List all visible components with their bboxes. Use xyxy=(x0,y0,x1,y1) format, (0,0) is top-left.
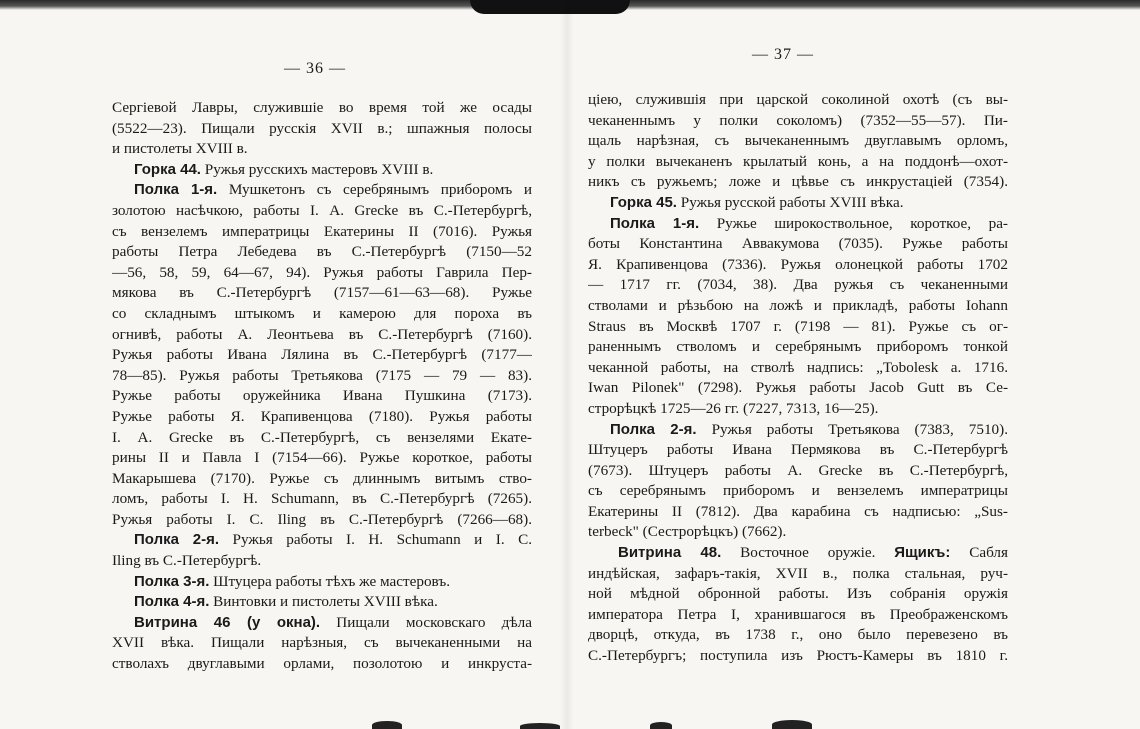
text-line xyxy=(112,201,532,222)
text-line xyxy=(588,646,1008,667)
text-line xyxy=(112,386,532,407)
section-heading: Полка 1-я. xyxy=(134,181,218,199)
text-line xyxy=(588,317,1008,338)
text-line xyxy=(112,304,532,325)
text-line xyxy=(112,428,532,449)
body-text: никъ съ ружьемъ; ложе и цѣвье съ инкрустаціей (7354). xyxy=(588,173,1008,191)
body-text: щаль нарѣзная, съ вычеканеннымъ двуглавымъ орломъ, xyxy=(588,132,1008,150)
body-text: (7673). Штуцеръ работы А. Grecke въ С.-Петербургѣ, xyxy=(588,461,1008,479)
text-line xyxy=(588,255,1008,276)
body-text: стволахъ двуглавыми орлами, позолотою и инкруста- xyxy=(112,655,532,673)
body-text: С.-Петербургъ; поступила изъ Рюстъ-Камеры въ 1810 г. xyxy=(588,647,1008,665)
text-line xyxy=(112,139,532,160)
text-line xyxy=(588,111,1008,132)
text-line xyxy=(112,119,532,140)
text-line xyxy=(112,530,532,551)
body-text: Straus въ Москвѣ 1707 г. (7198 — 81). Ружье съ ог- xyxy=(588,317,1008,335)
body-text: чеканеннымъ у полки соколомъ) (7352—55—57). Пи- xyxy=(588,111,1008,129)
text-line xyxy=(588,275,1008,296)
body-text: со складнымъ штыкомъ и камерою для пороха въ xyxy=(112,304,532,322)
text-line xyxy=(112,551,532,572)
section-heading: Витрина 46 (у окна). xyxy=(134,613,321,631)
body-text: Ружья работы І. Н. Schumann и І. С. xyxy=(219,531,532,549)
body-text: ломъ, работы І. Н. Schumann, въ С.-Петербургѣ (7265). xyxy=(112,490,532,508)
body-text: Мушкетонъ съ серебрянымъ приборомъ и xyxy=(217,181,532,199)
text-line xyxy=(112,345,532,366)
text-line xyxy=(588,605,1008,626)
text-line xyxy=(112,469,532,490)
body-text: работы Петра Лебедева въ С.-Петербургѣ (7150—52 xyxy=(112,243,532,261)
body-text: І. А. Grecke въ С.-Петербургѣ, съ вензелями Екате- xyxy=(112,428,532,446)
body-text: Екатерины II (7812). Два карабина съ надписью: „Sus- xyxy=(588,502,1008,520)
body-text: строрѣцкѣ 1725—26 гг. (7227, 7313, 16—25). xyxy=(588,399,879,417)
body-text: Ружья работы Третьякова (7383, 7510). xyxy=(696,420,1008,438)
text-line xyxy=(112,654,532,675)
body-text: чеканной работы, на стволѣ надпись: „Tobolesk a. 1716. xyxy=(588,358,1008,376)
page-text xyxy=(112,98,532,675)
body-text: Ружья русской работы XVIII вѣка. xyxy=(676,193,904,211)
text-line xyxy=(112,407,532,428)
text-line xyxy=(588,131,1008,152)
body-text: — 1717 гг. (7034, 38). Два ружья съ чеканенными xyxy=(588,276,1008,294)
section-heading: Ящикъ: xyxy=(894,544,951,562)
body-text: Пищали московскаго дѣла xyxy=(320,613,532,631)
body-text: Сергіевой Лавры, служившіе во время той же осады xyxy=(112,99,532,116)
body-text: ной мѣдной обронной работы. Изъ собранія оружія xyxy=(588,585,1008,603)
body-text: Ружье широкоствольное, короткое, ра- xyxy=(699,214,1008,232)
body-text: съ серебрянымъ приборомъ и вензелемъ императрицы xyxy=(588,482,1008,500)
body-text: императора Петра I, хранившагося въ Преображенскомъ xyxy=(588,605,1008,623)
section-heading: Полка 2-я. xyxy=(610,420,697,438)
text-line xyxy=(112,325,532,346)
body-text: Ружья работы Ивана Лялина въ С.-Петербургѣ (7177— xyxy=(112,346,532,364)
body-text: боты Константина Аввакумова (7035). Ружье работы xyxy=(588,235,1008,253)
body-text: рины II и Павла I (7154—66). Ружье короткое, работы xyxy=(112,449,532,467)
body-text: Iwan Pilonek" (7298). Ружья работы Jacob Gutt въ Се- xyxy=(588,379,1008,397)
section-heading: Полка 1-я. xyxy=(610,214,700,232)
body-text: Штуцера работы тѣхъ же мастеровъ. xyxy=(209,572,450,590)
text-line xyxy=(588,296,1008,317)
text-line xyxy=(112,263,532,284)
text-line xyxy=(112,448,532,469)
text-line xyxy=(588,481,1008,502)
body-text: terbeck" (Сестрорѣцкъ) (7662). xyxy=(588,523,787,541)
text-line xyxy=(112,180,532,201)
text-line xyxy=(112,572,532,593)
section-heading: Горка 44. xyxy=(134,160,201,178)
text-line xyxy=(112,98,532,119)
body-text: Штуцеръ работы Ивана Пермякова въ С.-Петербургѣ xyxy=(588,441,1008,459)
page-text xyxy=(588,90,1008,667)
text-line xyxy=(588,358,1008,379)
text-line xyxy=(588,543,1008,564)
text-line xyxy=(588,584,1008,605)
text-line xyxy=(112,366,532,387)
text-line xyxy=(588,625,1008,646)
text-line xyxy=(588,234,1008,255)
text-line xyxy=(588,440,1008,461)
body-text: Iling въ С.-Петербургѣ. xyxy=(112,552,262,570)
page-number: — 37 — xyxy=(752,46,814,63)
section-heading: Полка 2-я. xyxy=(134,531,220,549)
text-line xyxy=(112,510,532,531)
text-line xyxy=(588,378,1008,399)
text-line xyxy=(112,222,532,243)
body-text: раненнымъ стволомъ и серебрянымъ приборомъ тонкой xyxy=(588,338,1008,356)
section-heading: Полка 4-я. xyxy=(134,593,210,611)
text-line xyxy=(588,564,1008,585)
text-line xyxy=(588,90,1008,111)
body-text: стволами и рѣзьбою на ложѣ и прикладѣ, работы Iohann xyxy=(588,296,1008,314)
scan-edge-bottom xyxy=(0,719,1140,729)
text-line xyxy=(588,337,1008,358)
body-text: золотою насѣчкою, работы І. А. Grecke въ С.-Петербургѣ, xyxy=(112,201,532,219)
body-text: Восточное оружіе. xyxy=(721,544,895,562)
body-text: Сабля xyxy=(950,544,1008,562)
body-text: индѣйская, зафаръ-такія, XVII в., полка стальная, руч- xyxy=(588,564,1008,582)
section-heading: Полка 3-я. xyxy=(134,572,210,590)
body-text: —56, 58, 59, 64—67, 94). Ружья работы Гаврила Пер- xyxy=(112,263,532,281)
text-line xyxy=(588,502,1008,523)
body-text: Винтовки и пистолеты XVIII вѣка. xyxy=(209,593,438,611)
text-line xyxy=(112,489,532,510)
body-text: (5522—23). Пищали русскія XVII в.; шпажныя полосы xyxy=(112,119,532,137)
text-line xyxy=(112,242,532,263)
body-text: Ружья русскихъ мастеровъ XVIII в. xyxy=(200,160,434,178)
body-text: Я. Крапивенцова (7336). Ружья олонецкой работы 1702 xyxy=(588,255,1008,273)
text-line xyxy=(112,613,532,634)
body-text: съ вензелемъ императрицы Екатерины II (7016). Ружья xyxy=(112,222,532,240)
text-line xyxy=(112,633,532,654)
body-text: Ружья работы І. С. Iling въ С.-Петербургѣ (7266—68). xyxy=(112,510,532,528)
text-line xyxy=(588,193,1008,214)
body-text: XVII вѣка. Пищали нарѣзныя, съ вычеканенными на xyxy=(112,634,532,652)
text-line xyxy=(588,172,1008,193)
body-text: мякова въ С.-Петербургѣ (7157—61—63—68). Ружье xyxy=(112,284,532,302)
text-line xyxy=(112,283,532,304)
text-line xyxy=(588,420,1008,441)
body-text: у полки вычеканенъ крылатый конь, а на поддонѣ—охот- xyxy=(588,152,1008,170)
text-line xyxy=(588,152,1008,173)
body-text: Макарышева (7170). Ружье съ длиннымъ витымъ ство- xyxy=(112,469,532,487)
text-line xyxy=(112,160,532,181)
body-text: дворцѣ, откуда, въ 1738 г., оно было перевезено въ xyxy=(588,626,1008,644)
section-heading: Горка 45. xyxy=(610,193,677,211)
text-line xyxy=(588,461,1008,482)
text-line xyxy=(588,399,1008,420)
text-line xyxy=(588,522,1008,543)
text-line xyxy=(588,214,1008,235)
body-text: Ружье работы Я. Крапивенцова (7180). Ружья работы xyxy=(112,407,532,425)
body-text: и пистолеты XVIII в. xyxy=(112,140,248,158)
book-gutter xyxy=(560,0,574,729)
body-text: ціею, служившія при царской соколиной охотѣ (съ вы- xyxy=(588,91,1008,108)
body-text: 78—85). Ружья работы Третьякова (7175 — 79 — 83). xyxy=(112,366,532,384)
section-heading: Витрина 48. xyxy=(618,544,722,562)
body-text: Ружье работы оружейника Ивана Пушкина (7173). xyxy=(112,387,532,405)
body-text: огнивѣ, работы А. Леонтьева въ С.-Петербургѣ (7160). xyxy=(112,325,532,343)
text-line xyxy=(112,592,532,613)
page-number: — 36 — xyxy=(284,60,346,77)
